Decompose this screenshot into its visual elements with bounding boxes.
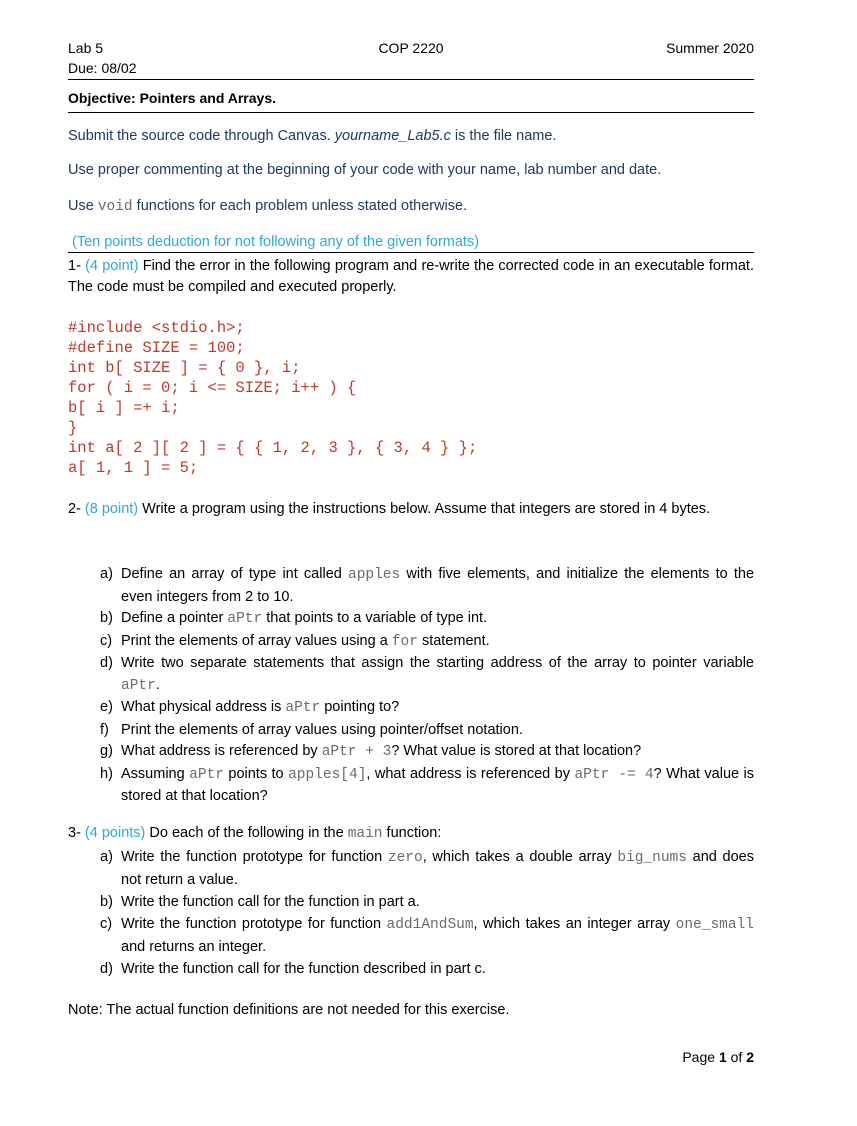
q2-item-g: g) What address is referenced by aPtr + 3? What value is stored at that location? [100,743,642,760]
q2-item-c: c) Print the elements of array values using a for statement. [100,632,490,650]
objective-heading: Objective: Pointers and Arrays. [68,90,276,106]
code-line: b[ i ] =+ i; [68,399,180,417]
code-line: #include <stdio.h>; [68,319,245,337]
lab-number: Lab 5 [68,40,104,56]
code-line: #define SIZE = 100; [68,339,245,357]
deduction-notice: (Ten points deduction for not following any of the given formats) [72,234,480,250]
q3-item-b: b) Write the function call for the function in part a. [100,894,420,910]
note: Note: The actual function definitions are not needed for this exercise. [68,1002,510,1018]
commenting-instruction: Use proper commenting at the beginning of your code with your name, lab number and date. [68,162,662,178]
deduction-divider [68,252,754,253]
q3-points: (4 points) [84,825,146,841]
document-page [68,0,754,1126]
code-line: int b[ SIZE ] = { 0 }, i; [68,359,301,377]
q2-item-f: f) Print the elements of array values using pointer/offset notation. [100,721,523,738]
q2-item-b: b) Define a pointer aPtr that points to a variable of type int. [100,610,488,627]
term: Summer 2020 [666,40,754,56]
question-1: 1- (4 point) Find the error in the following program and re-write the corrected code in an executable format. The code must be compiled and executed properly. [68,258,754,295]
page-number: Page 1 of 2 [682,1049,754,1065]
q2-item-h: h) Assuming aPtr points to apples[4], what address is referenced by aPtr -= 4? What value is stored at that location? [100,765,754,804]
code-line: } [68,419,78,437]
question-2: 2- (8 point) Write a program using the instructions below. Assume that integers are stored in 4 bytes. [68,501,711,517]
question-3: 3- (4 points) Do each of the following in the main function: [68,825,442,842]
objective-divider [68,112,754,113]
code-line: a[ 1, 1 ] = 5; [68,459,199,477]
file-name: yourname_Lab5.c [334,128,451,144]
q3-list [100,846,754,980]
q2-list [100,564,754,808]
q3-item-a: a) Write the function prototype for function zero, which takes a double array big_nums and does not return a value. [100,849,754,888]
q1-code-block [68,318,477,478]
course-code: COP 2220 [378,40,444,56]
due-date: Due: 08/02 [68,60,137,76]
q3-item-d: d) Write the function call for the function described in part c. [100,961,486,977]
header-divider [68,79,754,80]
q2-item-d: d) Write two separate statements that assign the starting address of the array to pointer variable aPtr. [100,655,754,694]
code-line: int a[ 2 ][ 2 ] = { { 1, 2, 3 }, { 3, 4 } }; [68,439,478,457]
q2-points: (8 point) [84,501,139,517]
code-line: for ( i = 0; i <= SIZE; i++ ) { [68,379,357,397]
void-instruction: Use void functions for each problem unless stated otherwise. [68,198,468,215]
q2-item-a: a) Define an array of type int called apples with five elements, and initialize the elements to the even integers from 2 to 10. [100,566,755,605]
submit-instruction: Submit the source code through Canvas. yourname_Lab5.c is the file name. [68,128,557,144]
q1-points: (4 point) [85,258,139,274]
q3-item-c: c) Write the function prototype for function add1AndSum, which takes an integer array one_small and returns an integer. [100,916,754,955]
void-keyword: void [97,199,133,215]
q2-item-e: e) What physical address is aPtr pointing to? [100,699,400,716]
